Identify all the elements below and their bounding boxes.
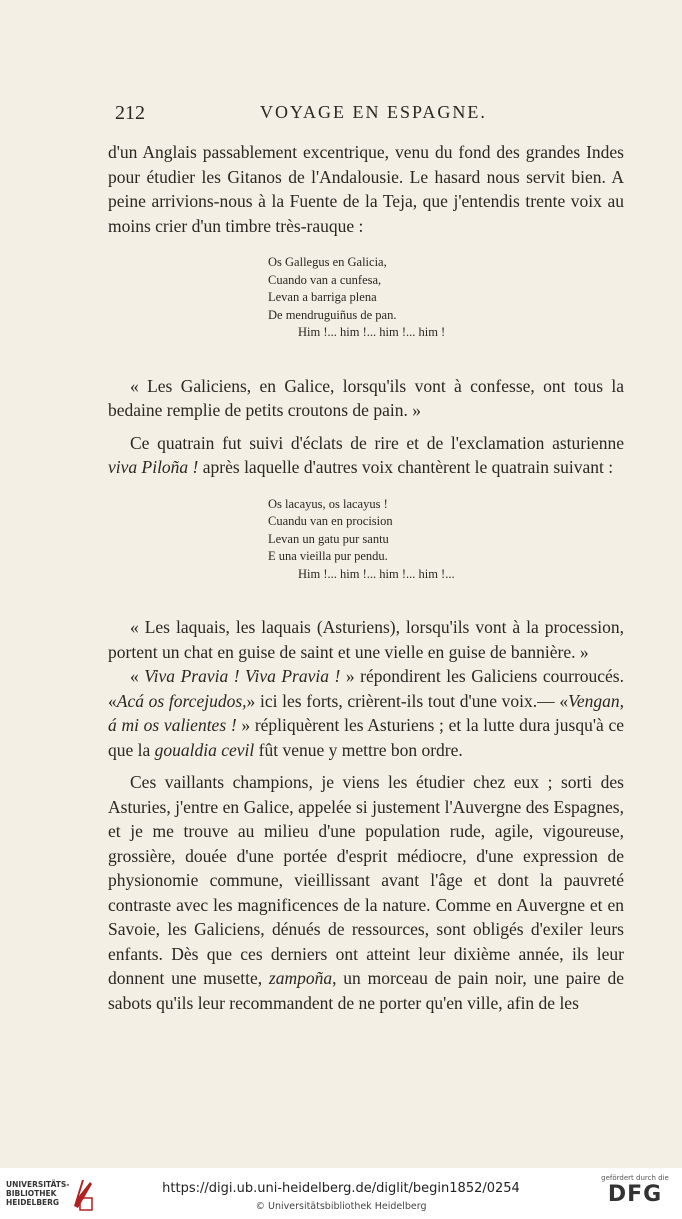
verse-line: Os lacayus, os lacayus !	[268, 496, 388, 511]
permalink-url[interactable]: https://digi.ub.uni-heidelberg.de/diglit/begin1852/0254	[162, 1181, 520, 1196]
verse-line: E una vieilla pur pendu.	[268, 549, 388, 563]
paragraph-5: « Viva Pravia ! Viva Pravia ! » répondirent les Galiciens courroucés. «Acá os forcejudos,» ici les forts, crièrent-ils tout d'une voix.— «Vengan, á mi os valientes ! » répliquèrent les Asturiens ; et la lutte dura jusqu'à ce que la goualdia cevil fût venue y mettre bon ordre.	[108, 666, 625, 760]
paragraph-3: Ce quatrain fut suivi d'éclats de rire et de l'exclamation asturienne viva Piloña ! après laquelle d'autres voix chantèrent le quatrain suivant :	[108, 432, 624, 477]
verse-2	[108, 496, 624, 584]
running-title: VOYAGE EN ESPAGNE.	[260, 102, 487, 122]
copyright-notice: © Universitätsbibliothek Heidelberg	[255, 1201, 427, 1212]
italic-phrase: viva Piloña !	[108, 457, 199, 477]
verse-line: De mendruguiñus de pan.	[268, 307, 397, 322]
verse-line: Cuando van a cunfesa,	[268, 272, 382, 287]
page-body	[108, 140, 624, 1015]
verse-line: Levan a barriga plena	[268, 290, 377, 304]
paragraph-4: « Les laquais, les laquais (Asturiens), lorsqu'ils vont à la procession, portent un chat en guise de saint et une vielle en guise de bannière. »	[108, 617, 624, 662]
paragraph-1: d'un Anglais passablement excentrique, venu du fond des grandes Indes pour étudier les Gitanos de l'Andalousie. Le hasard nous servit bien. A peine arrivions-nous à la Fuente de la Teja, que j'entendis trente voix au moins crier d'un timbre très-rauque :	[108, 142, 624, 236]
verse-1	[108, 254, 624, 342]
library-name: UNIVERSITÄTS- BIBLIOTHEK HEIDELBERG	[6, 1180, 70, 1207]
viewer-footer	[0, 1168, 682, 1219]
verse-line: Cuandu van en procision	[268, 514, 393, 528]
verse-line: Os Gallegus en Galicia,	[268, 255, 387, 269]
page-header	[115, 102, 625, 132]
verse-line: Levan un gatu pur santu	[268, 531, 389, 546]
paragraph-6: Ces vaillants champions, je viens les étudier chez eux ; sorti des Asturies, j'entre en Galice, appelée si justement l'Auvergne des Espagnes, et je me trouve au milieu d'une population rude, agile, vigoureuse, grossière, douée d'une portée d'esprit médiocre, d'une expression de physionomie commune, vieillissant avant l'âge et dont la pauvreté contraste avec les magnificences de la nature. Comme en Auvergne et en Savoie, les Galiciens, dénués de ressources, sont obligés d'exiler leurs enfants. Dès que ces derniers ont atteint leur dixième année, ils leur donnent une musette, zampoña, un morceau de pain noir, une paire de sabots qu'ils leur recommandent de ne porter qu'en ville, afin de les	[108, 772, 625, 1013]
paragraph-2: « Les Galiciens, en Galice, lorsqu'ils vont à confesse, ont tous la bedaine remplie de petits croutons de pain. »	[108, 375, 624, 420]
page-number: 212	[115, 102, 145, 124]
verse-line: Him !... him !... him !... him !...	[298, 566, 455, 581]
dfg-logo: gefördert durch die DFG	[601, 1174, 669, 1207]
verse-line: Him !... him !... him !... him !	[298, 325, 446, 339]
